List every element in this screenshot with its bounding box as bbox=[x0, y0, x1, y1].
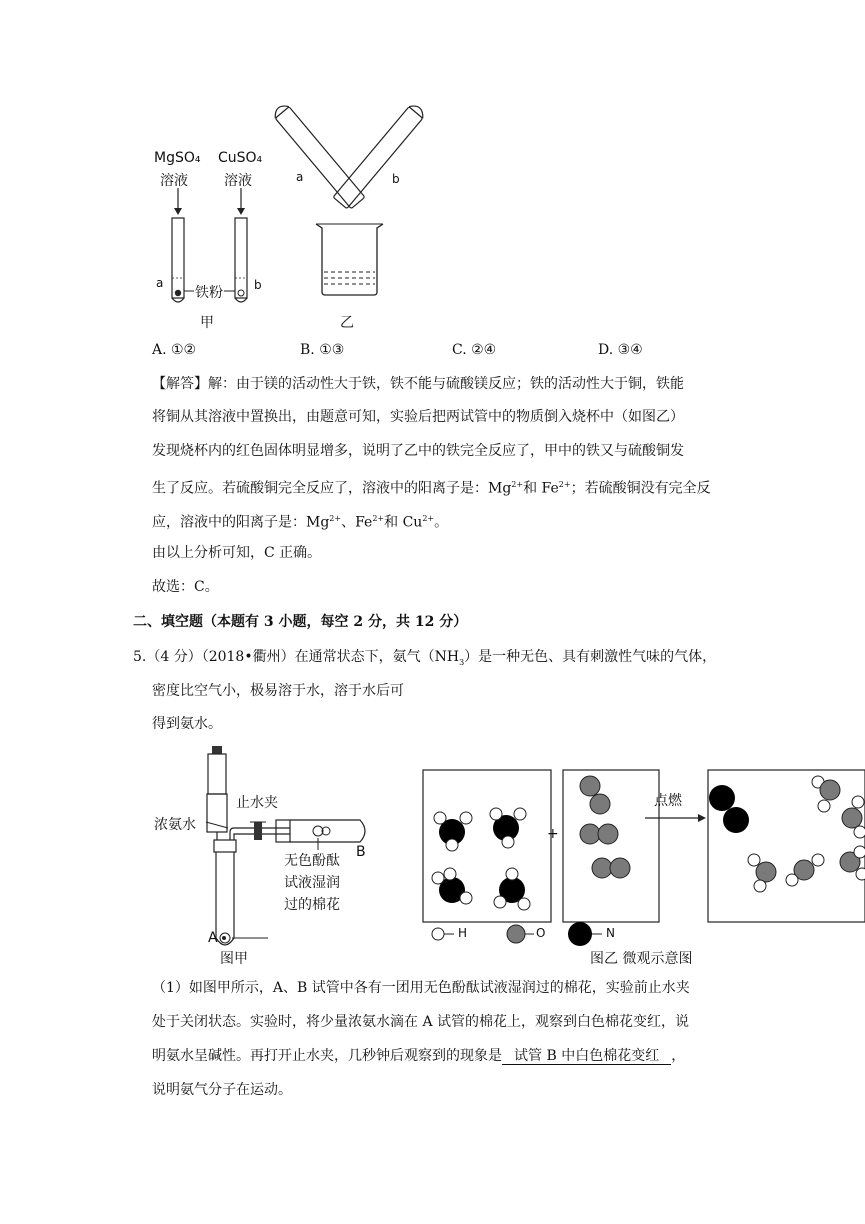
answer-line-5-b: 、Fe bbox=[341, 514, 373, 531]
figure-yi-caption: 图乙 微观示意图 bbox=[590, 951, 693, 967]
answer-choice: 故选：C。 bbox=[152, 579, 219, 595]
figure-apparatus bbox=[150, 742, 390, 968]
fill-in-answer: 试管 B 中白色棉花变红 bbox=[502, 1048, 671, 1065]
legend-n: N bbox=[606, 926, 615, 940]
answer-text-1: 解：由于镁的活动性大于铁，铁不能与硫酸镁反应；铁的活动性大于铜，铁能 bbox=[208, 376, 684, 392]
caption-jia: 甲 bbox=[200, 315, 214, 331]
cuso4-solution-label: 溶液 bbox=[224, 173, 252, 189]
fe-charge-2: 2+ bbox=[372, 514, 385, 523]
tube-b-letter: B bbox=[356, 844, 366, 860]
nh3-subscript: 3 bbox=[459, 657, 465, 667]
q5-part1-line-2: 处于关闭状态。实验时，将少量浓氨水滴在 A 试管的棉花上，观察到白色棉花变红，说 bbox=[152, 1014, 690, 1030]
ignite-label: 点燃 bbox=[654, 793, 682, 809]
option-b: B. ①③ bbox=[300, 342, 345, 358]
cotton-label-2: 试液湿润 bbox=[284, 875, 340, 891]
beaker-tube-b-label: b bbox=[392, 172, 400, 186]
answer-conclusion: 由以上分析可知，C 正确。 bbox=[152, 545, 322, 561]
legend-o: O bbox=[536, 926, 546, 940]
answer-line-4-b: 和 Fe bbox=[523, 480, 559, 497]
q5-line-1-a: 5.（4 分）（2018•衢州）在通常状态下，氨气（NH bbox=[133, 649, 460, 665]
answer-line-5-d: 。 bbox=[434, 514, 449, 531]
figure-test-tubes bbox=[140, 100, 440, 335]
q5-part1-line-1: （1）如图甲所示，A、B 试管中各有一团用无色酚酞试液湿润过的棉花，实验前止水夹 bbox=[152, 980, 690, 996]
tube-b-label: b bbox=[254, 278, 262, 292]
section-heading: 二、填空题（本题有 3 小题，每空 2 分，共 12 分） bbox=[133, 614, 468, 630]
clamp-label: 止水夹 bbox=[236, 795, 278, 811]
q5-line-3: 得到氨水。 bbox=[152, 716, 222, 732]
answer-line-5-a: 应，溶液中的阳离子是：Mg bbox=[152, 514, 330, 531]
cotton-label-3: 过的棉花 bbox=[284, 897, 340, 913]
nh3-molecule bbox=[434, 812, 472, 851]
q5-part1-line-3 bbox=[152, 1046, 685, 1066]
answer-label: 【解答】 bbox=[152, 376, 208, 392]
figure-apparatus-drawing bbox=[150, 742, 390, 968]
answer-line-5-c: 和 Cu bbox=[384, 514, 423, 531]
fe-charge: 2+ bbox=[558, 480, 571, 489]
cuso4-label: CuSO₄ bbox=[218, 150, 263, 166]
q5-part1-line-3-a: 明氨水呈碱性。再打开止水夹，几秒钟后观察到的现象是 bbox=[152, 1048, 502, 1064]
iron-powder-label: 铁粉 bbox=[195, 285, 223, 301]
legend-h: H bbox=[458, 926, 468, 940]
option-a: A. ①② bbox=[152, 342, 197, 358]
answer-line-3: 发现烧杯内的红色固体明显增多，说明了乙中的铁完全反应了，甲中的铁又与硫酸铜发 bbox=[152, 443, 684, 459]
figure-micro-drawing bbox=[420, 766, 865, 970]
mg-charge: 2+ bbox=[511, 480, 524, 489]
cotton-label-1: 无色酚酞 bbox=[284, 853, 340, 869]
mgso4-solution-label: 溶液 bbox=[160, 173, 188, 189]
ammonia-label: 浓氨水 bbox=[154, 817, 196, 833]
mg-charge-2: 2+ bbox=[329, 514, 342, 523]
q5-part1-line-4: 说明氨气分子在运动。 bbox=[152, 1082, 292, 1098]
answer-line-1 bbox=[152, 374, 684, 394]
figure-jia-caption: 图甲 bbox=[220, 951, 248, 967]
beaker-tube-a-label: a bbox=[296, 170, 304, 184]
cu-charge: 2+ bbox=[422, 514, 435, 523]
figure-micro bbox=[420, 766, 865, 970]
option-c: C. ②④ bbox=[452, 342, 497, 358]
option-d: D. ③④ bbox=[598, 342, 643, 358]
q5-line-2: 密度比空气小，极易溶于水，溶于水后可 bbox=[152, 683, 404, 699]
answer-line-4 bbox=[152, 475, 711, 499]
tube-a-letter: A bbox=[208, 930, 218, 946]
q5-line-1 bbox=[133, 647, 716, 673]
answer-line-5 bbox=[152, 509, 448, 533]
answer-line-4-a: 生了反应。若硫酸铜完全反应了，溶液中的阳离子是：Mg bbox=[152, 480, 512, 497]
answer-line-2: 将铜从其溶液中置换出，由题意可知，实验后把两试管中的物质倒入烧杯中（如图乙） bbox=[152, 409, 684, 425]
q5-line-1-b: ）是一种无色、具有刺激性气味的气体， bbox=[464, 649, 717, 665]
plus-sign: + bbox=[547, 826, 559, 842]
figure-test-tubes-drawing bbox=[140, 100, 440, 335]
caption-yi: 乙 bbox=[340, 315, 354, 331]
q5-part1-line-3-b: ， bbox=[671, 1048, 686, 1064]
answer-line-4-c: ；若硫酸铜没有完全反 bbox=[570, 480, 711, 497]
tube-a-label: a bbox=[156, 276, 164, 290]
mgso4-label: MgSO₄ bbox=[154, 150, 201, 166]
